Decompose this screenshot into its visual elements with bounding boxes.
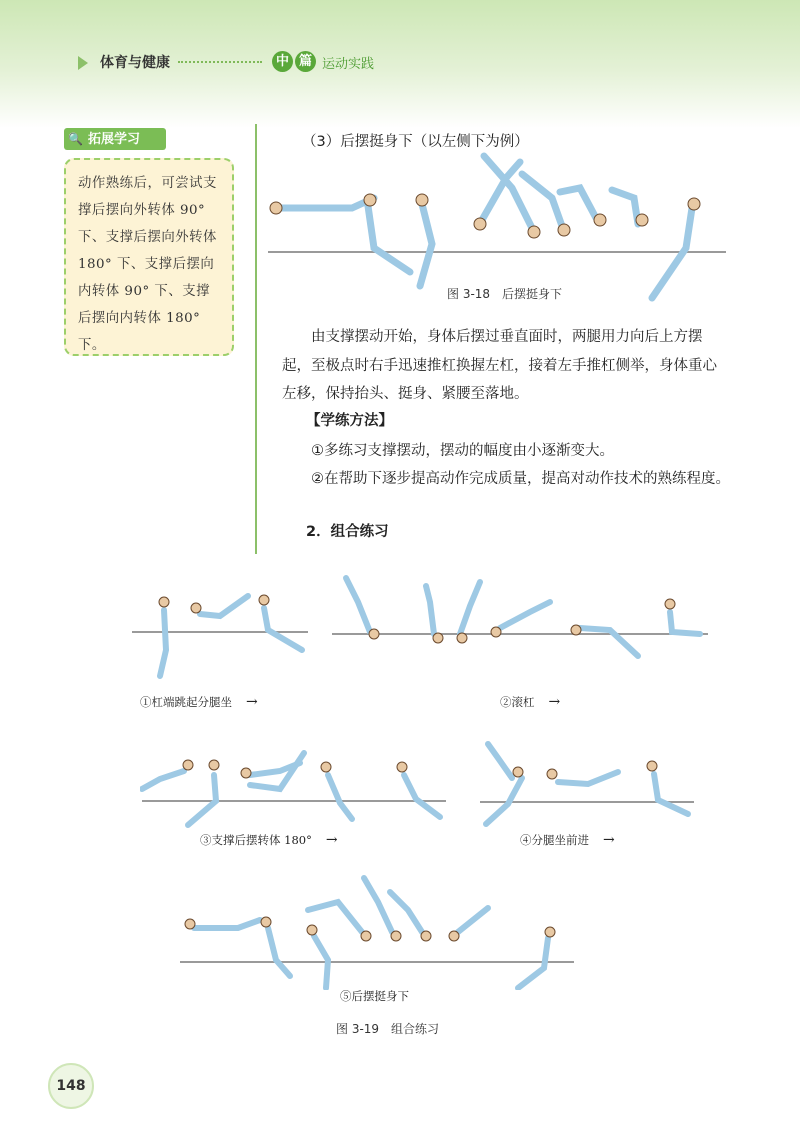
gymnast-figure xyxy=(368,206,410,272)
gymnast-head xyxy=(183,760,193,770)
gymnast-head xyxy=(665,599,675,609)
sidebar-note: 动作熟练后，可尝试支撑后摆向外转体 90° 下、支撑后摆向外转体 180° 下、支撑后摆向内转体 90° 下、支撑后摆向内转体 180° 下。 xyxy=(64,158,234,356)
gymnast-figure xyxy=(458,908,488,932)
gymnast-figure xyxy=(580,628,638,656)
gymnast-figure xyxy=(426,586,434,634)
gymnast-head xyxy=(449,931,459,941)
gymnast-figure xyxy=(194,920,260,928)
next-arrow-icon: → xyxy=(603,832,615,848)
header-divider xyxy=(178,61,262,63)
page-header xyxy=(0,0,800,128)
method-title: 【学练方法】 xyxy=(306,413,393,429)
gymnast-head xyxy=(391,931,401,941)
section-combo-title: 2．组合练习 xyxy=(306,524,389,540)
gymnast-figure xyxy=(346,578,370,632)
paragraph-technique: 由支撑摆动开始，身体后摆过垂直面时，两腿用力向后上方摆起，至极点时右手迅速推杠换握左杠，接着左手推杠侧举，身体重心左移，保持抬头、挺身、紧腰至落地。 xyxy=(282,329,717,402)
part-badge-1: 中 xyxy=(272,51,293,72)
header-arrow-icon xyxy=(78,56,88,70)
gymnast-head xyxy=(185,919,195,929)
combo-step-4-illustration xyxy=(478,738,698,830)
gymnast-head xyxy=(491,627,501,637)
gymnast-figure xyxy=(558,772,618,784)
subsection-title: （3）后摆挺身下（以左侧下为例） xyxy=(302,134,529,150)
gymnast-figure xyxy=(390,892,422,932)
combo-step-5-caption: ⑤后摆挺身下 xyxy=(340,989,409,1003)
gymnast-head xyxy=(558,224,570,236)
gymnast-head xyxy=(416,194,428,206)
combo-step-2-illustration xyxy=(330,572,710,682)
gymnast-head xyxy=(547,769,557,779)
column-divider xyxy=(255,124,257,554)
gymnast-figure xyxy=(404,775,440,817)
section-title: 运动实践 xyxy=(322,57,375,72)
gymnast-head xyxy=(528,226,540,238)
gymnast-figure xyxy=(328,775,352,819)
next-arrow-icon: → xyxy=(548,694,561,710)
gymnast-head xyxy=(545,927,555,937)
gymnast-head xyxy=(571,625,581,635)
gymnast-head xyxy=(513,767,523,777)
page-number: 148 xyxy=(48,1063,94,1109)
gymnast-head xyxy=(688,198,700,210)
part-badge-2: 篇 xyxy=(295,51,316,72)
gymnast-head xyxy=(159,597,169,607)
gymnast-head xyxy=(474,218,486,230)
gymnast-figure xyxy=(264,608,302,650)
gymnast-head xyxy=(364,194,376,206)
gymnast-figure xyxy=(280,198,374,208)
next-arrow-icon: → xyxy=(325,832,338,848)
combo-step-1-caption: ①杠端跳起分腿坐 → xyxy=(140,694,258,710)
book-title: 体育与健康 xyxy=(100,55,170,71)
gymnast-head xyxy=(636,214,648,226)
gymnast-head xyxy=(307,925,317,935)
combo-step-1-illustration xyxy=(130,570,310,680)
combo-step-4-caption: ④分腿坐前进 → xyxy=(520,832,615,848)
gymnast-head xyxy=(397,762,407,772)
magnifier-book-icon: 🔍 xyxy=(68,132,83,146)
figure-3-18-caption: 图 3-18 后摆挺身下 xyxy=(447,287,563,301)
combo-step-3-illustration xyxy=(140,745,450,830)
gymnast-head xyxy=(270,202,282,214)
gymnast-figure xyxy=(460,582,480,634)
gymnast-head xyxy=(421,931,431,941)
method-tip-1: ①多练习支撑摆动，摆动的幅度由小逐渐变大。 xyxy=(311,443,614,459)
gymnast-figure xyxy=(500,602,550,628)
gymnast-figure xyxy=(670,612,700,634)
gymnast-head xyxy=(241,768,251,778)
gymnast-head xyxy=(191,603,201,613)
gymnast-head xyxy=(369,629,379,639)
gymnast-figure xyxy=(420,204,432,286)
figure-3-19-caption: 图 3-19 组合练习 xyxy=(336,1022,440,1036)
gymnast-figure xyxy=(268,928,290,976)
gymnast-head xyxy=(647,761,657,771)
gymnast-figure xyxy=(200,596,248,616)
gymnast-figure xyxy=(560,188,596,218)
sidebar-label: 🔍 拓展学习 xyxy=(64,128,166,150)
gymnast-head xyxy=(594,214,606,226)
gymnast-head xyxy=(433,633,443,643)
gymnast-head xyxy=(209,760,219,770)
combo-step-3-caption: ③支撑后摆转体 180° → xyxy=(200,832,338,848)
gymnast-figure xyxy=(484,156,532,228)
combo-step-2-caption: ②滚杠 → xyxy=(500,694,561,710)
gymnast-head xyxy=(259,595,269,605)
method-tip-2: ②在帮助下逐步提高动作完成质量，提高对动作技术的熟练程度。 xyxy=(311,471,730,487)
gymnast-figure xyxy=(488,744,512,778)
next-arrow-icon: → xyxy=(246,694,258,710)
combo-step-5-illustration xyxy=(178,872,578,990)
gymnast-figure xyxy=(364,878,392,932)
gymnast-head xyxy=(457,633,467,643)
gymnast-figure xyxy=(612,190,638,224)
gymnast-figure xyxy=(142,771,184,789)
gymnast-figure xyxy=(654,774,688,814)
gymnast-head xyxy=(321,762,331,772)
gymnast-head xyxy=(361,931,371,941)
gymnast-head xyxy=(261,917,271,927)
gymnast-figure xyxy=(160,610,166,676)
